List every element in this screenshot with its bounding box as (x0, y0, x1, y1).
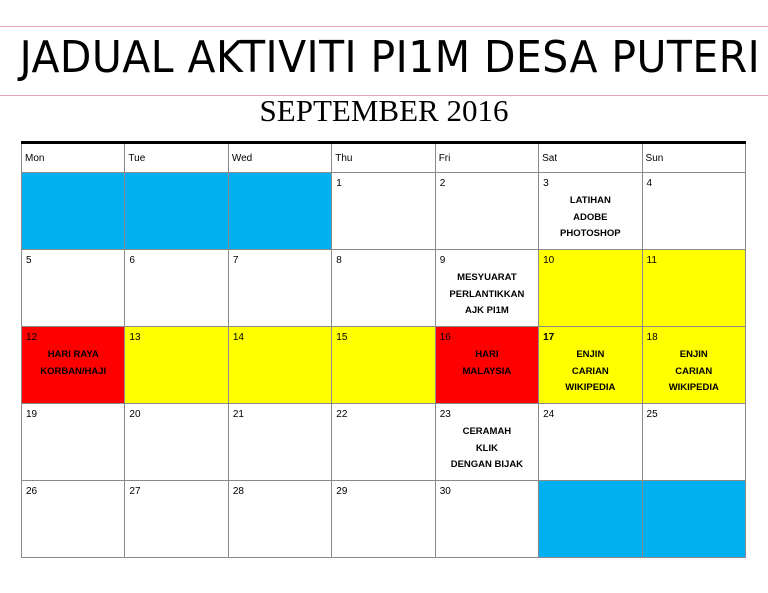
day-number: 19 (26, 409, 38, 420)
day-number: 1 (336, 178, 342, 189)
calendar-cell-highlight (125, 327, 228, 404)
calendar-cell-empty (228, 173, 331, 250)
calendar-cell-empty (642, 481, 745, 558)
calendar-cell (435, 481, 538, 558)
calendar-cell (435, 250, 538, 327)
calendar-cell (332, 250, 435, 327)
day-number: 4 (646, 178, 653, 189)
day-number: 15 (336, 332, 348, 343)
calendar-cell (228, 404, 331, 481)
week-row-4 (22, 404, 746, 481)
calendar-cell (332, 173, 435, 250)
day-number: 3 (543, 178, 549, 189)
event-line: WIKIPEDIA (565, 382, 616, 393)
calendar-cell (228, 250, 331, 327)
weekday-thu: Thu (332, 143, 435, 173)
calendar-cell (332, 481, 435, 558)
event-line: HARI RAYA (47, 349, 99, 360)
event-line: HARI (475, 349, 499, 360)
day-number: 6 (129, 255, 135, 266)
calendar-cell-holiday (435, 327, 538, 404)
weekday-sat: Sat (539, 143, 642, 173)
calendar-grid (21, 141, 746, 558)
calendar-cell (435, 173, 538, 250)
weekday-wed: Wed (228, 143, 331, 173)
calendar-cell-weekend (539, 327, 642, 404)
event-line: DENGAN BIJAK (450, 459, 524, 470)
day-number: 26 (26, 486, 38, 497)
calendar-cell (332, 404, 435, 481)
day-number: 18 (646, 332, 658, 343)
calendar-cell-weekend (642, 327, 745, 404)
calendar-cell-empty (125, 173, 228, 250)
weekday-mon: Mon (22, 143, 125, 173)
day-number: 20 (129, 409, 141, 420)
day-number: 5 (26, 255, 32, 266)
event-line: PERLANTIKKAN (449, 288, 525, 300)
weekday-sun: Sun (642, 143, 745, 173)
day-number: 11 (646, 255, 657, 266)
event-line: KORBAN/HAJI (40, 365, 107, 377)
event-line: KLIK (475, 442, 498, 454)
calendar-cell (125, 404, 228, 481)
event-line: LATIHAN (569, 195, 611, 206)
event-line: ENJIN (679, 349, 708, 360)
event-text (436, 270, 538, 320)
day-number: 12 (26, 332, 38, 343)
event-line: CARIAN (571, 365, 609, 377)
calendar-cell-empty (539, 481, 642, 558)
event-text (436, 424, 538, 474)
calendar-cell-weekend (642, 250, 745, 327)
top-rule (0, 26, 768, 27)
page-title: JADUAL AKTIVITI PI1M DESA PUTERI (19, 32, 761, 83)
event-text (22, 347, 124, 380)
calendar-cell-highlight (228, 327, 331, 404)
weekday-fri: Fri (435, 143, 538, 173)
event-line: MALAYSIA (462, 365, 512, 377)
day-number: 10 (543, 255, 555, 266)
day-number: 22 (336, 409, 348, 420)
day-number: 8 (336, 255, 342, 266)
event-text (539, 193, 641, 243)
day-number: 25 (646, 409, 658, 420)
calendar-cell (22, 250, 125, 327)
calendar-cell (125, 481, 228, 558)
event-line: ENJIN (576, 349, 605, 360)
weekday-tue: Tue (125, 143, 228, 173)
calendar-cell-weekend (539, 250, 642, 327)
day-number: 23 (439, 409, 451, 420)
week-row-2 (22, 250, 746, 327)
event-line: AJK PI1M (464, 305, 509, 316)
calendar-cell (642, 404, 745, 481)
day-number: 21 (232, 409, 244, 420)
day-number: 29 (336, 486, 348, 497)
calendar-cell (228, 481, 331, 558)
week-row-5 (22, 481, 746, 558)
event-line: WIKIPEDIA (668, 382, 719, 393)
event-line: MESYUARAT (457, 272, 517, 283)
event-line: CARIAN (675, 365, 713, 377)
day-number: 2 (439, 178, 446, 189)
calendar-cell (22, 404, 125, 481)
day-number: 13 (129, 332, 141, 343)
week-row-3 (22, 327, 746, 404)
calendar-cell (125, 250, 228, 327)
week-row-1 (22, 173, 746, 250)
calendar-cell-highlight (332, 327, 435, 404)
event-line: ADOBE (573, 211, 608, 223)
calendar-cell (435, 404, 538, 481)
calendar-cell (22, 481, 125, 558)
day-number: 16 (439, 332, 451, 343)
calendar-cell-empty (22, 173, 125, 250)
month-title: SEPTEMBER 2016 (259, 93, 509, 128)
weekday-header-row (22, 143, 746, 173)
day-number: 7 (232, 255, 239, 266)
day-number: 30 (439, 486, 451, 497)
event-line: CERAMAH (462, 426, 512, 437)
day-number: 24 (543, 409, 555, 420)
day-number: 14 (232, 332, 244, 343)
calendar-cell (642, 173, 745, 250)
event-line: PHOTOSHOP (560, 228, 621, 239)
day-number: 28 (232, 486, 244, 497)
calendar-cell (539, 404, 642, 481)
event-text (643, 347, 745, 397)
day-number: 27 (129, 486, 141, 497)
calendar-cell-holiday (22, 327, 125, 404)
event-text (539, 347, 641, 397)
event-text (436, 347, 538, 380)
day-number: 17 (543, 332, 555, 343)
calendar-cell (539, 173, 642, 250)
day-number: 9 (439, 255, 446, 266)
